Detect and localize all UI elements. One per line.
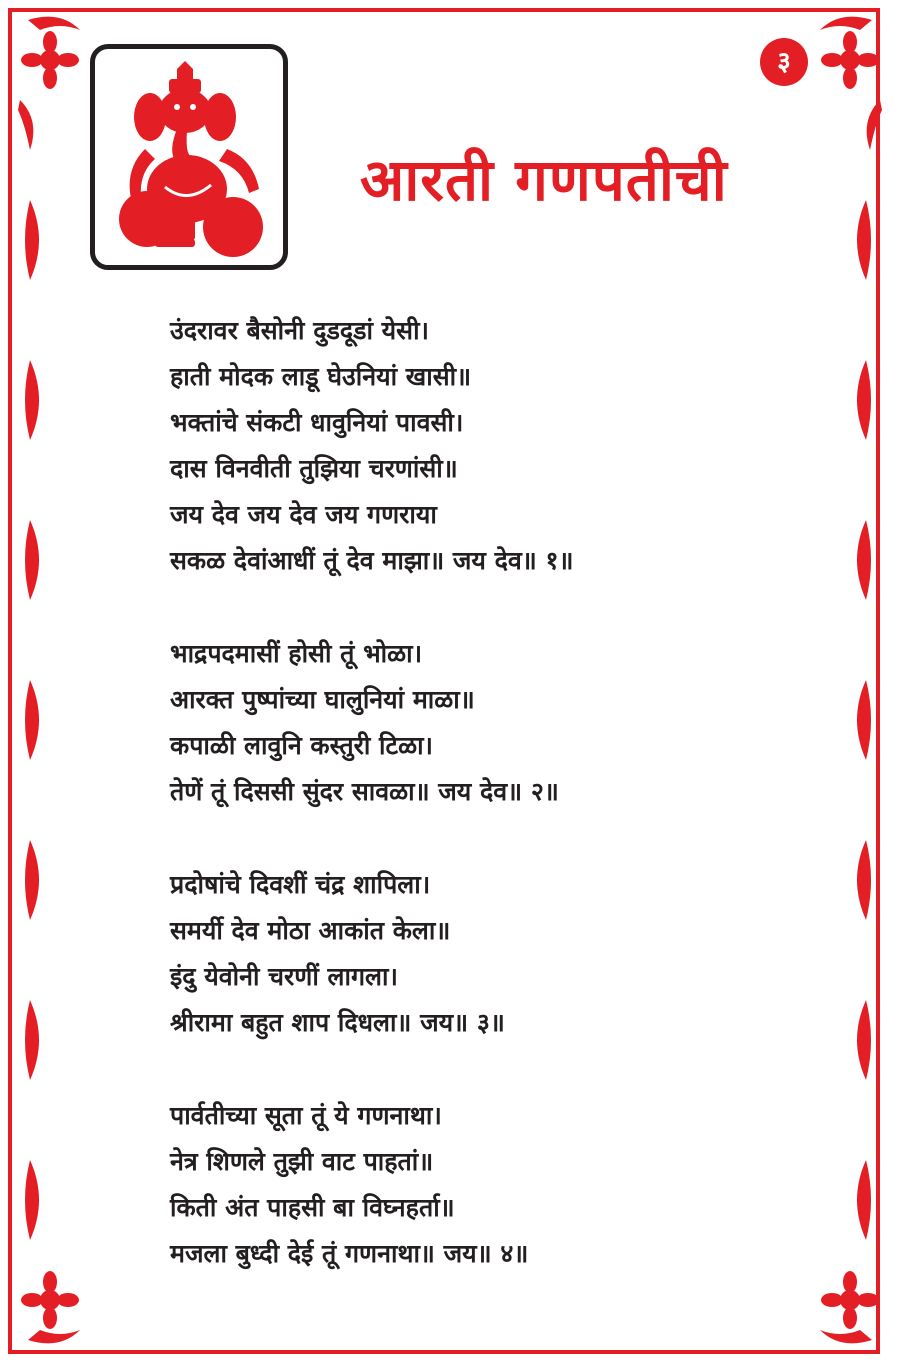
verse-line: भक्तांचे संकटी धावुनियां पावसी।	[170, 408, 464, 437]
verse-line: मजला बुध्दी देई तूं गणनाथा॥ जय॥ ४॥	[170, 1239, 529, 1268]
verse-line: किती अंत पाहसी बा विघ्नहर्ता॥	[170, 1193, 455, 1222]
ganesha-icon	[95, 49, 283, 265]
page-title: आरती गणपतीची	[360, 146, 728, 214]
corner-flower-top-right	[820, 17, 882, 150]
stanza-3	[170, 862, 810, 1046]
verse-line: नेत्र शिणले तुझी वाट पाहतां॥	[170, 1147, 434, 1176]
verse-line: जय देव जय देव जय गणराया	[170, 500, 437, 529]
verse-line: पार्वतीच्या सूता तूं ये गणनाथा।	[170, 1101, 442, 1130]
stanza-4	[170, 1093, 810, 1277]
verse-line: समर्यी देव मोठा आकांत केला॥	[170, 916, 451, 945]
verse-line: आरक्त पुष्पांच्या घालुनियां माळा॥	[170, 685, 475, 714]
page-number-badge: ३	[760, 38, 808, 86]
verse-line: उंदरावर बैसोनी दुडदूडां येसी।	[170, 316, 430, 345]
corner-flower-top-left	[18, 17, 80, 150]
corner-flower-bottom-left	[21, 1271, 80, 1343]
corner-flower-bottom-right	[820, 1271, 879, 1343]
aarti-verses	[170, 308, 810, 1324]
ganesha-logo-box	[90, 44, 288, 270]
verse-line: इंदु येवोनी चरणीं लागला।	[170, 962, 398, 991]
verse-line: कपाळी लावुनि कस्तुरी टिळा।	[170, 731, 434, 760]
verse-line: हाती मोदक लाडू घेउनियां खासी॥	[170, 362, 472, 391]
verse-line: श्रीरामा बहुत शाप दिधला॥ जय॥ ३॥	[170, 1008, 505, 1037]
verse-line: तेणें तूं दिससी सुंदर सावळा॥ जय देव॥ २॥	[170, 777, 559, 806]
verse-line: भाद्रपदमासीं होसी तूं भोळा।	[170, 639, 423, 668]
verse-line: प्रदोषांचे दिवशीं चंद्र शापिला।	[170, 870, 431, 899]
verse-line: दास विनवीती तुझिया चरणांसी॥	[170, 454, 458, 483]
verse-line: सकळ देवांआधीं तूं देव माझा॥ जय देव॥ १॥	[170, 546, 574, 575]
stanza-2	[170, 631, 810, 815]
stanza-1	[170, 308, 810, 584]
